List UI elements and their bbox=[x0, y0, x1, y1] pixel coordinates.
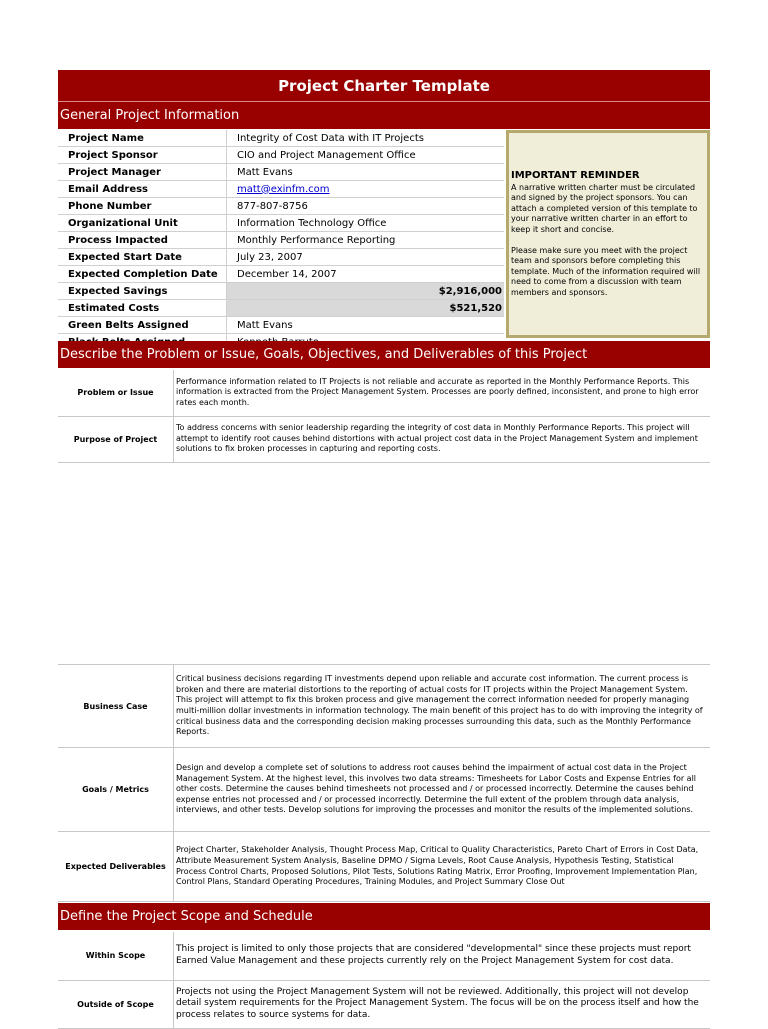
important-reminder-box bbox=[506, 130, 710, 338]
row-label: Estimated Costs bbox=[58, 300, 227, 317]
row-label: Process Impacted bbox=[58, 232, 227, 249]
row-value[interactable]: December 14, 2007 bbox=[227, 266, 505, 283]
section-problem-header: Describe the Problem or Issue, Goals, Objectives, and Deliverables of this Project bbox=[58, 341, 710, 368]
table-row bbox=[58, 130, 504, 147]
table-row bbox=[58, 147, 504, 164]
expected-savings-value[interactable]: $2,916,000 bbox=[227, 283, 505, 300]
estimated-costs-value[interactable]: $521,520 bbox=[227, 300, 505, 317]
row-value[interactable]: Matt Evans bbox=[227, 164, 505, 181]
row-label: Outside of Scope bbox=[58, 980, 174, 1028]
table-row bbox=[58, 300, 504, 317]
table-row bbox=[58, 932, 710, 980]
reminder-heading: IMPORTANT REMINDER bbox=[511, 170, 640, 181]
section-general-header: General Project Information bbox=[58, 102, 710, 129]
row-label: Project Manager bbox=[58, 164, 227, 181]
row-value[interactable]: 877-807-8756 bbox=[227, 198, 505, 215]
row-text[interactable]: Design and develop a complete set of solutions to address root causes behind the impairment of actual cost data in the Project Management System. At the highest level, this involves two data streams: Timesheets for Labor Costs and Expense Entries for all other costs. Determine the causes behind timesheets not processed and / or processed incorrectly. Determine the causes behind expense entries not processed and / or processed incorrectly. Determine the full extent of the problem through data analysis, interviews, and other tests. Develop solutions for improving the processes and monitor the results of the implemented solutions. bbox=[174, 748, 711, 832]
row-value[interactable]: Monthly Performance Reporting bbox=[227, 232, 505, 249]
general-info-table bbox=[58, 130, 504, 351]
reminder-paragraph-2: Please make sure you meet with the project team and sponsors before completing this template. Much of the information required will need to come from a discussion with team members and sponsors. bbox=[511, 245, 701, 297]
row-label: Expected Savings bbox=[58, 283, 227, 300]
table-row bbox=[58, 215, 504, 232]
business-table bbox=[58, 664, 710, 902]
row-text[interactable]: Projects not using the Project Management System will not be reviewed. Additionally, this project will not develop detail system requirements for the Project Management System. The focus will be on the process itself and how the process relates to source systems for data. bbox=[174, 980, 711, 1028]
row-label: Within Scope bbox=[58, 932, 174, 980]
row-label: Expected Completion Date bbox=[58, 266, 227, 283]
table-row bbox=[58, 748, 710, 832]
row-label: Purpose of Project bbox=[58, 416, 174, 462]
row-text[interactable]: Performance information related to IT Projects is not reliable and accurate as reported in the Monthly Performance Reports. This information is extracted from the Project Management System. Processes are poorly defined, inconsistent, and prone to high error rates each month. bbox=[174, 370, 711, 416]
row-value[interactable]: July 23, 2007 bbox=[227, 249, 505, 266]
row-value[interactable]: Information Technology Office bbox=[227, 215, 505, 232]
row-label: Problem or Issue bbox=[58, 370, 174, 416]
row-value[interactable]: CIO and Project Management Office bbox=[227, 147, 505, 164]
row-text[interactable]: Project Charter, Stakeholder Analysis, Thought Process Map, Critical to Quality Characteristics, Pareto Chart of Errors in Cost Data, Attribute Measurement System Analysis, Baseline DPMO / Sigma Levels, Root Cause Analysis, Hypothesis Testing, Statistical Process Control Charts, Proposed Solutions, Pilot Tests, Solutions Rating Matrix, Error Proofing, Improvement Implementation Plan, Control Plans, Standard Operating Procedures, Training Modules, and Project Summary Close Out bbox=[174, 832, 711, 902]
row-text[interactable]: Critical business decisions regarding IT investments depend upon reliable and accurate cost information. The current process is broken and there are material distortions to the reporting of actual costs for IT projects within the Project Management System. This project will attempt to fix this broken process and give management the correct information needed for properly managing multi-million dollar investments in information technology. The main benefit of this project has to do with improving the integrity of critical business data and the corresponding decision making processes surrounding this data, such as the Monthly Performance Reports. bbox=[174, 665, 711, 748]
row-text[interactable]: This project is limited to only those projects that are considered "developmental" since these projects must report Earned Value Management and these projects currently rely on the Project Management System for cost data. bbox=[174, 932, 711, 980]
table-row bbox=[58, 283, 504, 300]
row-label: Goals / Metrics bbox=[58, 748, 174, 832]
table-row bbox=[58, 980, 710, 1028]
reminder-paragraph-1: A narrative written charter must be circulated and signed by the project sponsors. You can attach a completed version of this template to your narrative written charter in an effort to keep it short and concise. bbox=[511, 182, 698, 234]
row-value[interactable]: Matt Evans bbox=[227, 317, 505, 334]
table-row bbox=[58, 249, 504, 266]
table-row bbox=[58, 266, 504, 283]
row-label: Project Sponsor bbox=[58, 147, 227, 164]
table-row bbox=[58, 198, 504, 215]
scope-table bbox=[58, 932, 710, 1029]
table-row bbox=[58, 416, 710, 462]
table-row bbox=[58, 665, 710, 748]
row-label: Email Address bbox=[58, 181, 227, 198]
row-label: Expected Start Date bbox=[58, 249, 227, 266]
row-label: Expected Deliverables bbox=[58, 832, 174, 902]
table-row bbox=[58, 317, 504, 334]
table-row bbox=[58, 181, 504, 198]
table-row bbox=[58, 370, 710, 416]
table-row bbox=[58, 832, 710, 902]
row-text[interactable]: To address concerns with senior leadership regarding the integrity of cost data in Monthly Performance Reports. This project will attempt to identify root causes behind distortions with actual project cost data in the Project Management System and implement solutions to fix broken processes in capturing and reporting costs. bbox=[174, 416, 711, 462]
row-label: Phone Number bbox=[58, 198, 227, 215]
section-scope-header: Define the Project Scope and Schedule bbox=[58, 903, 710, 930]
row-value[interactable]: Integrity of Cost Data with IT Projects bbox=[227, 130, 505, 147]
table-row bbox=[58, 232, 504, 249]
row-label: Project Name bbox=[58, 130, 227, 147]
charter-title: Project Charter Template bbox=[58, 70, 710, 102]
row-label: Green Belts Assigned bbox=[58, 317, 227, 334]
row-label: Business Case bbox=[58, 665, 174, 748]
problem-table bbox=[58, 370, 710, 463]
row-label: Organizational Unit bbox=[58, 215, 227, 232]
email-link[interactable]: matt@exinfm.com bbox=[237, 183, 330, 195]
table-row bbox=[58, 164, 504, 181]
